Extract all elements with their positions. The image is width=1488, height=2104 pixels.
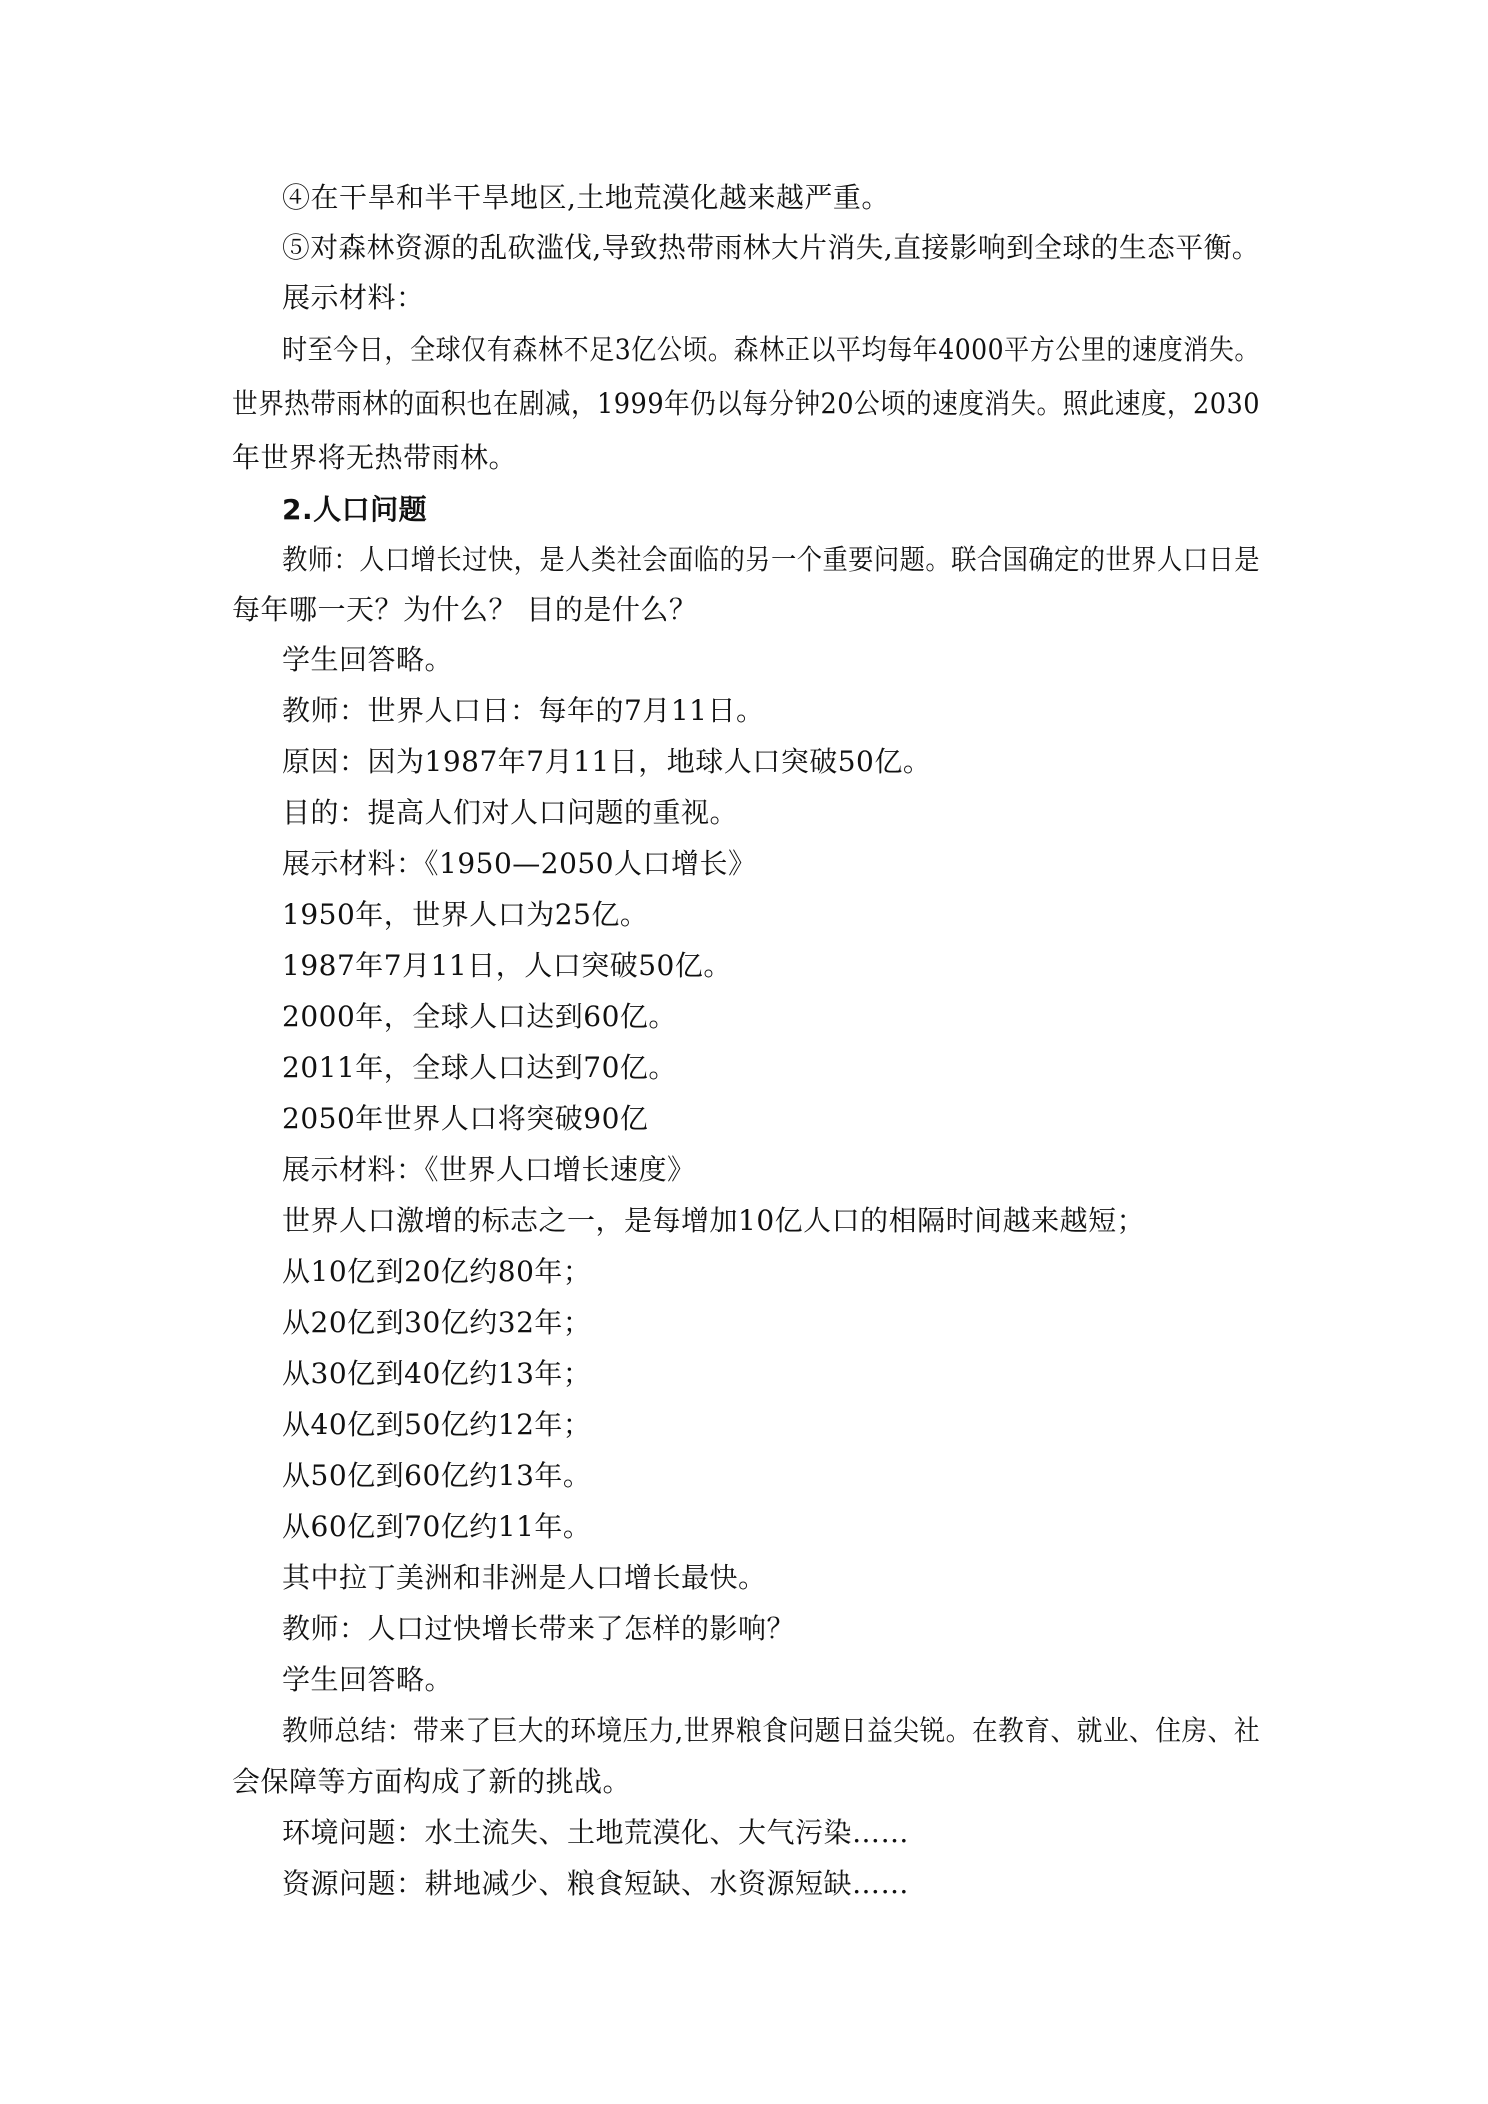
- paragraph-line: 教师：世界人口日：每年的7月11日。: [282, 694, 765, 727]
- list-item: 从60亿到70亿约11年。: [282, 1510, 592, 1543]
- paragraph-line: 世界人口激增的标志之一，是每增加10亿人口的相隔时间越来越短；: [282, 1204, 1146, 1237]
- paragraph-line: 展示材料：《世界人口增长速度》: [282, 1153, 696, 1186]
- list-item: 1950年，世界人口为25亿。: [282, 898, 649, 931]
- list-item: 从40亿到50亿约12年；: [282, 1408, 592, 1441]
- paragraph-line: 目的：提高人们对人口问题的重视。: [282, 796, 739, 829]
- list-item: 2000年，全球人口达到60亿。: [282, 1000, 677, 1033]
- paragraph-line: ④在干旱和半干旱地区,土地荒漠化越来越严重。: [282, 181, 890, 214]
- paragraph-line: 资源问题：耕地减少、粮食短缺、水资源短缺……: [282, 1867, 910, 1900]
- list-item: 1987年7月11日，人口突破50亿。: [282, 949, 732, 982]
- paragraph-line: 会保障等方面构成了新的挑战。: [232, 1765, 632, 1798]
- paragraph-line: 其中拉丁美洲和非洲是人口增长最快。: [282, 1561, 767, 1594]
- paragraph-line: 教师：人口过快增长带来了怎样的影响？: [282, 1612, 796, 1645]
- section-heading: 2.人口问题: [282, 493, 428, 526]
- paragraph-line: 学生回答略。: [282, 1663, 454, 1696]
- paragraph-line: 世界热带雨林的面积也在剧减，1999年仍以每分钟20公顷的速度消失。照此速度，2030: [232, 387, 1261, 420]
- paragraph-line: 教师：人口增长过快，是人类社会面临的另一个重要问题。联合国确定的世界人口日是: [282, 543, 1260, 576]
- list-item: 从50亿到60亿约13年。: [282, 1459, 592, 1492]
- paragraph-line: 时至今日，全球仅有森林不足3亿公顷。森林正以平均每年4000平方公里的速度消失。: [282, 333, 1260, 366]
- paragraph-line: ⑤对森林资源的乱砍滥伐,导致热带雨林大片消失,直接影响到全球的生态平衡。: [282, 231, 1261, 264]
- paragraph-line: 教师总结：带来了巨大的环境压力,世界粮食问题日益尖锐。在教育、就业、住房、社: [282, 1714, 1261, 1747]
- paragraph-line: 学生回答略。: [282, 643, 454, 676]
- paragraph-line: 展示材料：: [282, 281, 425, 314]
- list-item: 从20亿到30亿约32年；: [282, 1306, 592, 1339]
- paragraph-line: 每年哪一天？为什么？ 目的是什么？: [232, 593, 698, 626]
- list-item: 2011年，全球人口达到70亿。: [282, 1051, 677, 1084]
- paragraph-line: 原因：因为1987年7月11日，地球人口突破50亿。: [282, 745, 932, 778]
- list-item: 从30亿到40亿约13年；: [282, 1357, 592, 1390]
- paragraph-line: 年世界将无热带雨林。: [232, 441, 518, 474]
- list-item: 2050年世界人口将突破90亿: [282, 1102, 649, 1135]
- list-item: 从10亿到20亿约80年；: [282, 1255, 592, 1288]
- paragraph-line: 展示材料：《1950—2050人口增长》: [282, 847, 757, 880]
- paragraph-line: 环境问题：水土流失、土地荒漠化、大气污染……: [282, 1816, 910, 1849]
